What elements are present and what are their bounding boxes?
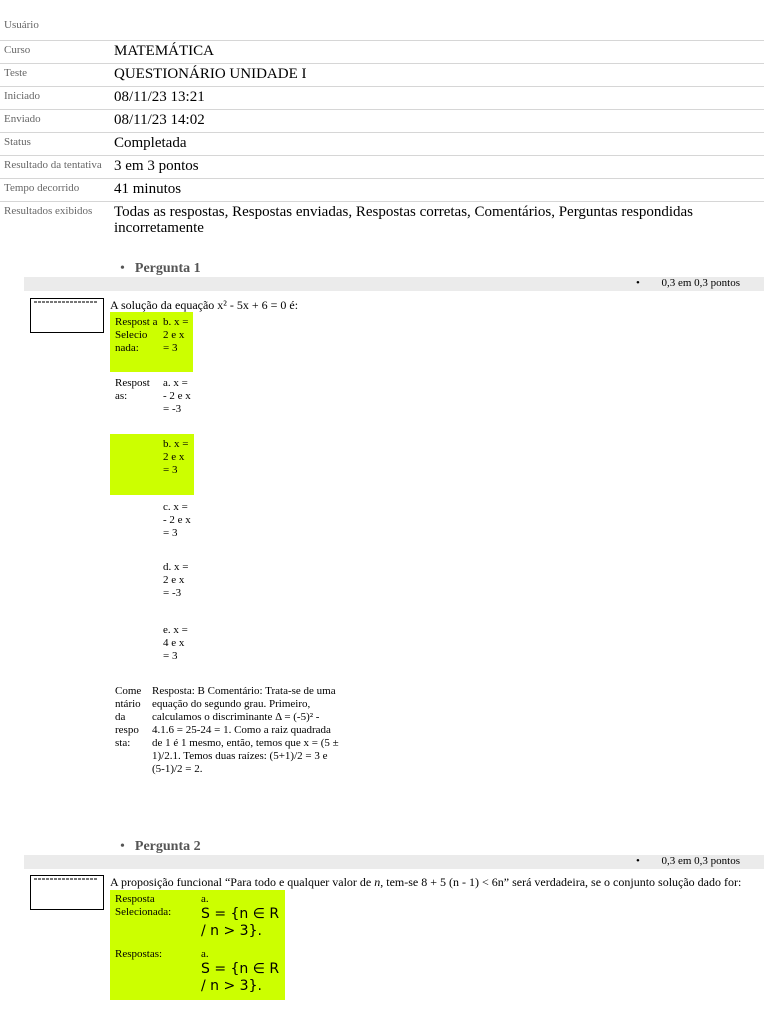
summary-row-status (0, 133, 764, 156)
question-1-title (120, 261, 201, 277)
summary-row-curso (0, 41, 764, 64)
selected-answer-letter: a. (201, 893, 209, 905)
attempt-summary (0, 16, 764, 239)
summary-value: 3 em 3 pontos (114, 158, 199, 174)
question-2-score-bar (24, 855, 764, 869)
summary-label: Iniciado (4, 90, 41, 102)
summary-row-iniciado (0, 87, 764, 110)
summary-label: Resultado da tentativa (4, 159, 102, 171)
answer-option-b: b. x = 2 e x = 3 (163, 438, 189, 476)
summary-row-teste (0, 64, 764, 87)
bullet-icon: • (120, 261, 125, 276)
question-thumbnail-icon (30, 875, 104, 910)
summary-row-resultado (0, 156, 764, 179)
bullet-icon: • (636, 277, 640, 289)
bullet-icon: • (120, 839, 125, 854)
question-score: 0,3 em 0,3 pontos (661, 277, 740, 289)
question-1-text: A solução da equação x² - 5x + 6 = 0 é: (110, 298, 299, 312)
selected-answer-value: b. x = 2 e x = 3 (163, 316, 189, 354)
answers-label: Respost as: (115, 377, 150, 402)
comment-label: Come ntário da respo sta: (115, 685, 142, 749)
summary-label: Tempo decorrido (4, 182, 80, 194)
question-title-text: Pergunta 1 (134, 261, 201, 276)
summary-value: 08/11/23 14:02 (114, 112, 205, 128)
comment-text: Resposta: B Comentário: Trata-se de uma equação do segundo grau. Primeiro, calculamos o discriminante Δ = (-5)² - 4.1.6 = 25-24 = 1. Como a raiz quadrada de 1 é 1 mesmo, então, temos que x = (5 ± 1)/2.1. Temos duas raízes: (5+1)/2 = 3 e (5-1)/2 = 2. (152, 685, 339, 775)
summary-value: 41 minutos (114, 181, 182, 197)
summary-value: MATEMÁTICA (114, 43, 214, 59)
summary-label: Usuário (4, 19, 39, 31)
answer-option-a-formula: S = {n ∈ R / n > 3}. (201, 961, 280, 994)
answer-option-c: c. x = - 2 e x = 3 (163, 501, 191, 539)
answer-option-e: e. x = 4 e x = 3 (163, 624, 188, 662)
summary-value: Todas as respostas, Respostas enviadas, Respostas corretas, Comentários, Perguntas respondidas incorretamente (114, 204, 693, 236)
question-thumbnail-icon (30, 298, 104, 333)
selected-answer-label: Resposta Selecionada: (115, 893, 172, 918)
summary-row-usuario (0, 16, 764, 41)
summary-label: Status (4, 136, 31, 148)
answer-option-a-letter: a. (201, 948, 209, 960)
answers-label: Respostas: (115, 948, 163, 960)
answer-option-d: d. x = 2 e x = -3 (163, 561, 189, 599)
summary-label: Enviado (4, 113, 41, 125)
summary-value: 08/11/23 13:21 (114, 89, 205, 105)
summary-label: Curso (4, 44, 31, 56)
summary-label: Resultados exibidos (4, 205, 93, 217)
summary-row-enviado (0, 110, 764, 133)
summary-value: Completada (114, 135, 187, 151)
question-title-text: Pergunta 2 (134, 839, 201, 854)
summary-label: Teste (4, 67, 28, 79)
summary-row-resultados-exibidos (0, 202, 764, 239)
question-2-text: A proposição funcional “Para todo e qualquer valor de n, tem-se 8 + 5 (n - 1) < 6n” será verdadeira, se o conjunto solução dado for: (110, 875, 742, 889)
question-2-title (120, 839, 201, 855)
answer-option-a: a. x = - 2 e x = -3 (163, 377, 191, 415)
selected-answer-formula: S = {n ∈ R / n > 3}. (201, 906, 280, 939)
question-1-score-bar (24, 277, 764, 291)
bullet-icon: • (636, 855, 640, 867)
question-score: 0,3 em 0,3 pontos (661, 855, 740, 867)
selected-answer-label: Respost a Selecio nada: (115, 316, 158, 354)
summary-value (114, 16, 764, 40)
summary-value: QUESTIONÁRIO UNIDADE I (114, 66, 307, 82)
summary-row-tempo (0, 179, 764, 202)
